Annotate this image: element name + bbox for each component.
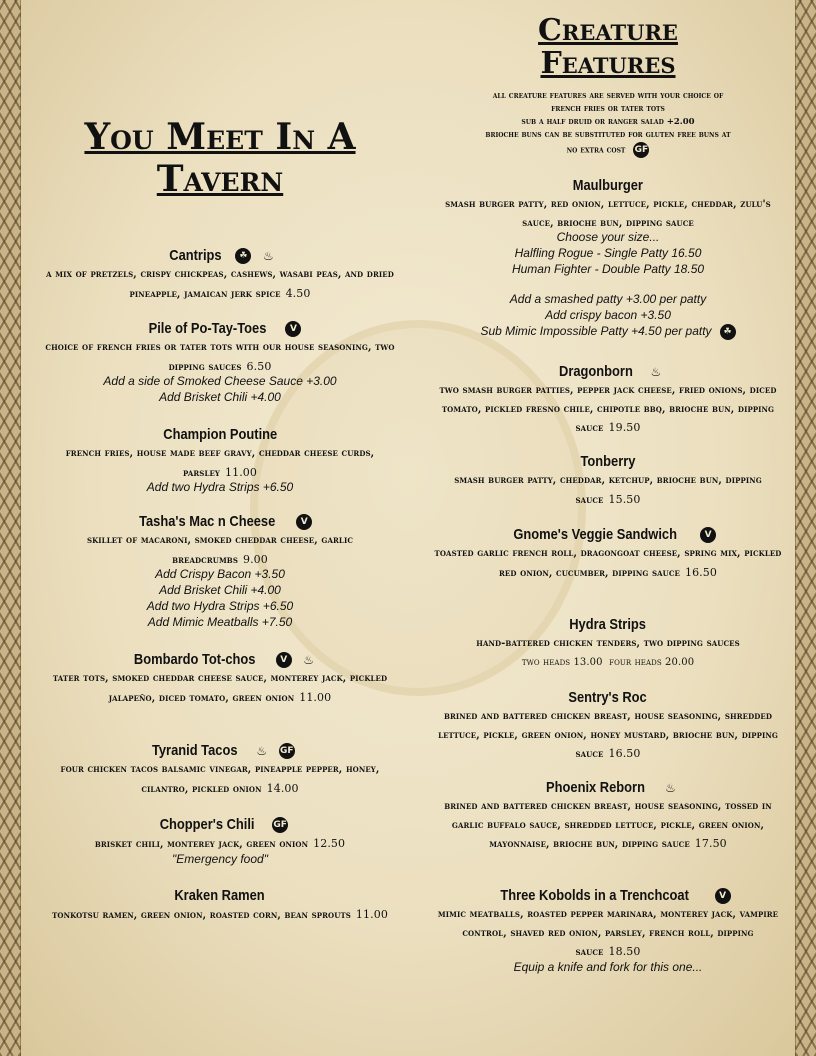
size-option: Human Fighter - Double Patty 18.50 <box>511 262 705 276</box>
item-price: 12.50 <box>313 837 346 850</box>
item-description: skillet of macaroni, smoked cheddar cheese, garlic breadcrumbs 9.00 <box>86 535 354 566</box>
item-name: Dragonborn <box>559 363 633 380</box>
item-price: 15.50 <box>608 492 641 506</box>
item-name: Cantrips <box>168 247 222 264</box>
note-line: brioche buns can be substituted for gluten free buns at <box>485 130 731 140</box>
menu-item-tashas-mac-n-cheese <box>42 512 398 630</box>
item-name: Maulburger <box>572 177 644 194</box>
menu-item-champion-poutine <box>42 425 398 495</box>
creature-features-title: Creature Features <box>538 13 678 81</box>
item-price: 4.50 <box>285 286 311 300</box>
item-description: tonkotsu ramen, green onion, roasted corn, bean sprouts 11.00 <box>52 908 388 921</box>
spicy-flame-icon: ♨ <box>303 653 315 667</box>
menu-item-maulburger <box>434 176 782 340</box>
item-name: Champion Poutine <box>163 426 277 443</box>
size-option: Choose your size... <box>556 230 660 244</box>
menu-item-choppers-chili <box>42 815 398 867</box>
menu-item-dragonborn <box>434 362 782 439</box>
item-price: 17.50 <box>694 837 727 850</box>
item-note: Equip a knife and fork for this one... <box>513 959 703 974</box>
item-description: choice of french fries or tater tots with our house seasoning, two dipping sauces 6.50 <box>45 342 395 373</box>
addon-option: Add Brisket Chili +4.00 <box>159 390 281 404</box>
item-name: Tonberry <box>580 453 636 470</box>
item-price: 16.50 <box>608 747 641 760</box>
creature-features-note <box>438 90 778 158</box>
menu-item-tonberry <box>434 452 782 510</box>
item-description: smash burger patty, red onion, lettuce, pickle, cheddar, zulu's sauce, brioche bun, dipping sauce <box>445 199 771 229</box>
menu-item-gnomes-veggie-sandwich <box>434 525 782 583</box>
addon-option: Add two Hydra Strips +6.50 <box>146 599 294 613</box>
item-price: 19.50 <box>608 421 641 434</box>
item-description: smash burger patty, cheddar, ketchup, brioche bun, dipping sauce 15.50 <box>454 475 762 506</box>
item-price: 11.00 <box>225 465 257 479</box>
item-size-prices: two heads 13.00 four heads 20.00 <box>521 656 695 668</box>
note-line: sub a half druid or ranger salad +2.00 <box>521 117 695 127</box>
vegetarian-icon: V <box>276 652 292 668</box>
menu-item-kraken-ramen <box>42 886 398 926</box>
item-price: 14.00 <box>266 781 299 795</box>
spicy-flame-icon: ♨ <box>665 781 676 795</box>
vegan-leaf-icon: ☘ <box>720 324 736 340</box>
gluten-free-icon: GF <box>279 743 295 759</box>
item-price: 9.00 <box>242 552 268 566</box>
menu-item-pile-of-po-tay-toes <box>42 319 398 405</box>
spicy-flame-icon: ♨ <box>256 744 268 758</box>
vegetarian-icon: V <box>285 321 301 337</box>
item-description: french fries, house made beef gravy, cheddar cheese curds, parsley 11.00 <box>65 448 375 479</box>
menu-item-cantrips <box>42 246 398 304</box>
item-description: hand-battered chicken tenders, two dipping sauces <box>476 638 740 649</box>
item-description: brisket chili, monterey jack, green onion 12.50 <box>94 837 346 850</box>
addon-option: Add a smashed patty +3.00 per patty <box>509 292 707 306</box>
menu-item-hydra-strips <box>434 615 782 672</box>
item-description: brined and battered chicken breast, house seasoning, shredded lettuce, pickle, green onion, honey mustard, brioche bun, dipping sauce 16.50 <box>438 711 778 760</box>
item-price: 18.50 <box>608 945 641 958</box>
item-name: Chopper's Chili <box>159 816 255 833</box>
item-name: Bombardo Tot-chos <box>134 651 256 668</box>
item-description: brined and battered chicken breast, house seasoning, tossed in garlic buffalo sauce, shredded lettuce, pickle, green onion, mayonnaise, brioche bun, dipping sauce 17.50 <box>444 801 772 850</box>
addon-option: Add Crispy Bacon +3.50 <box>155 567 285 581</box>
gluten-free-icon: GF <box>272 817 288 833</box>
gluten-free-icon: GF <box>633 142 649 158</box>
item-description: mimic meatballs, roasted pepper marinara, monterey jack, vampire control, shaved red onion, parsley, french roll, dipping sauce 18.50 <box>437 909 779 958</box>
menu-item-sentrys-roc <box>434 688 782 765</box>
item-name: Gnome's Veggie Sandwich <box>513 526 677 543</box>
item-name: Tyranid Tacos <box>152 742 238 759</box>
item-price: 16.50 <box>684 565 717 579</box>
item-price: 6.50 <box>246 359 272 373</box>
item-description: two smash burger patties, pepper jack cheese, fried onions, diced tomato, pickled fresno chile, chipotle bbq, brioche bun, dipping sauce 19.50 <box>439 385 777 434</box>
item-name: Three Kobolds in a Trenchcoat <box>500 887 690 904</box>
page-title: You Meet In A Tavern <box>84 116 356 200</box>
vegetarian-icon: V <box>296 514 312 530</box>
item-description: four chicken tacos balsamic vinegar, pineapple pepper, honey, cilantro, pickled onion 14.00 <box>60 764 380 795</box>
vegetarian-icon: V <box>715 888 731 904</box>
note-line: french fries or tater tots <box>551 104 665 114</box>
item-name: Phoenix Reborn <box>546 779 646 796</box>
spicy-flame-icon: ♨ <box>263 249 274 263</box>
item-quote: "Emergency food" <box>172 851 268 866</box>
note-line: no extra cost GF <box>438 142 778 158</box>
note-line: all creature features are served with your choice of <box>492 91 724 101</box>
item-description: tater tots, smoked cheddar cheese sauce, monterey jack, pickled jalapeño, diced tomato, green onion 11.00 <box>52 673 388 704</box>
addon-option: Add crispy bacon +3.50 <box>545 308 671 322</box>
right-rope-border <box>795 0 816 1056</box>
vegetarian-icon: V <box>700 527 716 543</box>
vegan-leaf-icon: ☘ <box>235 248 251 264</box>
spicy-flame-icon: ♨ <box>650 365 662 379</box>
addon-option: Add a side of Smoked Cheese Sauce +3.00 <box>103 374 337 388</box>
addon-option: Add two Hydra Strips +6.50 <box>146 480 294 494</box>
item-price: 11.00 <box>299 690 332 704</box>
menu-item-phoenix-reborn <box>434 778 782 855</box>
addon-option: Add Mimic Meatballs +7.50 <box>147 615 293 629</box>
menu-item-tyranid-tacos <box>42 741 398 799</box>
left-rope-border <box>0 0 21 1056</box>
addon-option: Sub Mimic Impossible Patty +4.50 per patty ☘ <box>434 323 782 340</box>
item-price: 11.00 <box>355 908 388 921</box>
item-name: Pile of Po-Tay-Toes <box>148 320 266 337</box>
item-description: a mix of pretzels, crispy chickpeas, cashews, wasabi peas, and dried pineapple, jamaican jerk spice 4.50 <box>46 269 394 300</box>
item-name: Sentry's Roc <box>568 689 648 706</box>
item-name: Hydra Strips <box>569 616 647 633</box>
item-description: toasted garlic french roll, dragongoat cheese, spring mix, pickled red onion, cucumber, dipping sauce 16.50 <box>434 548 782 579</box>
menu-item-bombardo-tot-chos <box>42 650 398 708</box>
item-name: Tasha's Mac n Cheese <box>138 513 276 530</box>
size-option: Halfling Rogue - Single Patty 16.50 <box>514 246 702 260</box>
menu-item-three-kobolds-in-a-trenchcoat <box>434 886 782 975</box>
addon-option: Add Brisket Chili +4.00 <box>159 583 281 597</box>
item-name: Kraken Ramen <box>174 887 266 904</box>
